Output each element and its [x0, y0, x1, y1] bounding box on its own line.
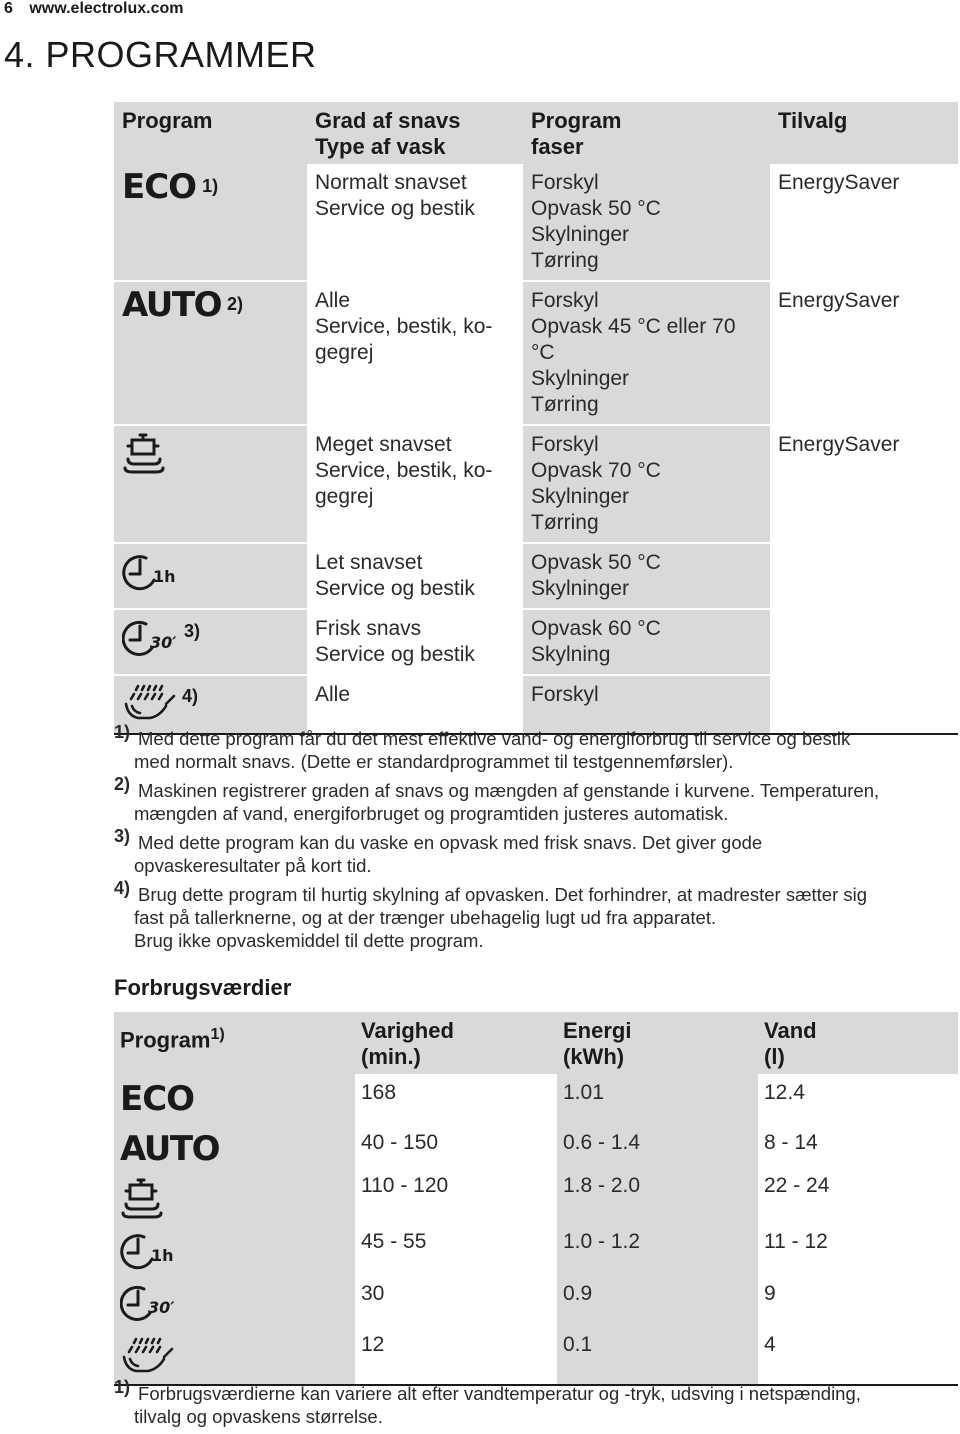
- program-cell: [114, 425, 307, 543]
- one-hour-icon: [122, 550, 178, 597]
- program-cell: [114, 1174, 355, 1226]
- soil-grade-cell: Let snavset Service og bestik: [307, 543, 523, 609]
- duration-cell: 12: [355, 1330, 557, 1385]
- soil-grade-cell: Normalt snavset Service og bestik: [307, 164, 523, 281]
- program-footnotes: [114, 722, 954, 958]
- table-row: [114, 675, 958, 734]
- footnote-ref: 3): [184, 621, 201, 642]
- duration-cell: 168: [361, 1081, 397, 1104]
- programs-header-row: [114, 102, 958, 164]
- program-cell: [114, 1330, 355, 1385]
- footnote-ref: 2): [226, 293, 243, 314]
- header-program: Program: [114, 102, 307, 164]
- phases-cell: Forskyl Opvask 45 °C eller 70 °C Skylninger Tørring: [523, 281, 770, 425]
- header-energy: Energi (kWh): [557, 1012, 758, 1074]
- program-cell: [114, 1226, 355, 1278]
- energy-cell: 0.1: [557, 1330, 758, 1385]
- table-row: [114, 1226, 958, 1278]
- program-cell: [114, 281, 307, 425]
- energy-cell: 0.6 - 1.4: [557, 1124, 758, 1174]
- water-cell: 11 - 12: [764, 1230, 828, 1253]
- page-header: [4, 0, 183, 18]
- options-cell: [770, 609, 958, 675]
- table-row: [114, 164, 958, 281]
- table-row: [114, 1278, 958, 1330]
- header-options: Tilvalg: [770, 102, 958, 164]
- thirty-minutes-icon: [122, 616, 178, 663]
- one-hour-icon: [120, 1229, 176, 1276]
- auto-icon: AUTO: [122, 285, 221, 325]
- water-cell: 8 - 14: [764, 1131, 818, 1154]
- consumption-header-row: [114, 1012, 958, 1074]
- intensive-pot-icon: [120, 1177, 164, 1224]
- soil-grade-cell: Frisk snavs Service og bestik: [307, 609, 523, 675]
- intensive-pot-icon: [122, 432, 166, 479]
- programs-table: [114, 102, 958, 735]
- rinse-icon: [122, 682, 176, 727]
- eco-icon: ECO: [122, 167, 197, 207]
- phases-cell: Forskyl Opvask 70 °C Skylninger Tørring: [523, 425, 770, 543]
- table-row: [114, 1330, 958, 1385]
- options-cell: [770, 675, 958, 734]
- svg-text:1h: 1h: [151, 1245, 174, 1265]
- soil-grade-cell: Alle: [307, 675, 523, 734]
- footnote: 2) Maskinen registrerer graden af snavs og mængden af genstande i kurvene. Temperaturen, mængden af vand, energiforbruget og programtiden justeres automatisk.: [114, 774, 880, 824]
- duration-cell: 30: [361, 1282, 385, 1305]
- energy-cell: 1.0 - 1.2: [557, 1226, 758, 1278]
- options-cell: EnergySaver: [770, 164, 958, 281]
- header-water: Vand (l): [758, 1012, 958, 1074]
- program-cell: [114, 1278, 355, 1330]
- duration-cell: 45 - 55: [361, 1230, 427, 1253]
- page-number: 6: [4, 0, 13, 17]
- table-row: [114, 609, 958, 675]
- table-row: [114, 1174, 958, 1226]
- water-cell: 4: [758, 1330, 958, 1385]
- page-url[interactable]: www.electrolux.com: [29, 0, 184, 17]
- energy-cell: 0.9: [557, 1278, 758, 1330]
- footnote: 1) Med dette program får du det mest effektive vand- og energiforbrug til service og bestik med normalt snavs. (Dette er standardprogrammet til testgennemførsler).: [114, 722, 851, 772]
- header-program: Program$^{1)}$: [114, 1012, 355, 1074]
- program-cell: [114, 609, 307, 675]
- footnote: 3) Med dette program kan du vaske en opvask med frisk snavs. Det giver gode opvaskeresultater på kort tid.: [114, 826, 763, 876]
- water-cell: 22 - 24: [764, 1174, 830, 1197]
- options-cell: [770, 543, 958, 609]
- svg-text:30′: 30′: [150, 633, 177, 652]
- table-row: [114, 281, 958, 425]
- consumption-title: Forbrugsværdier: [114, 975, 292, 1000]
- program-cell: [114, 164, 307, 281]
- phases-cell: Opvask 50 °C Skylninger: [523, 543, 770, 609]
- svg-text:1h: 1h: [153, 567, 176, 586]
- duration-cell: 110 - 120: [361, 1174, 449, 1197]
- options-cell: EnergySaver: [770, 425, 958, 543]
- table-row: [114, 543, 958, 609]
- table-row: [114, 425, 958, 543]
- header-duration: Varighed (min.): [355, 1012, 557, 1074]
- table-row: [114, 1124, 958, 1174]
- program-cell: [114, 1074, 355, 1124]
- footnote-ref: 1): [202, 175, 219, 196]
- options-cell: EnergySaver: [770, 281, 958, 425]
- duration-cell: 40 - 150: [361, 1131, 439, 1154]
- consumption-footnote: [114, 1377, 954, 1434]
- footnote: 1) Forbrugsværdierne kan variere alt efter vandtemperatur og -tryk, udsving i netspænding, tilvalg og opvaskens størrelse.: [114, 1377, 861, 1427]
- auto-icon: AUTO: [120, 1129, 219, 1169]
- soil-grade-cell: Meget snavset Service, bestik, ko- gegrej: [307, 425, 523, 543]
- program-cell: [114, 543, 307, 609]
- soil-grade-cell: Alle Service, bestik, ko- gegrej: [307, 281, 523, 425]
- eco-icon: ECO: [120, 1079, 195, 1119]
- energy-cell: 1.8 - 2.0: [557, 1174, 758, 1226]
- thirty-minutes-icon: [120, 1281, 176, 1328]
- phases-cell: Opvask 60 °C Skylning: [523, 609, 770, 675]
- table-row: [114, 1074, 958, 1124]
- header-program-phases: Program faser: [523, 102, 770, 164]
- water-cell: 9: [764, 1282, 776, 1305]
- program-cell: [114, 1124, 355, 1174]
- energy-cell: 1.01: [557, 1074, 758, 1124]
- water-cell: 12.4: [764, 1081, 805, 1104]
- phases-cell: Forskyl: [523, 675, 770, 734]
- footnote-ref: 4): [182, 686, 199, 707]
- phases-cell: Forskyl Opvask 50 °C Skylninger Tørring: [523, 164, 770, 281]
- footnote: 4) Brug dette program til hurtig skylning af opvasken. Det forhindrer, at madrester sætter sig fast på tallerknerne, og at der trænger ubehagelig lugt ud fra apparatet. Brug ikke opvaskemiddel til dette program.: [114, 878, 868, 951]
- program-cell: [114, 675, 307, 734]
- header-soil-grade: Grad af snavs Type af vask: [307, 102, 523, 164]
- consumption-table: [114, 1012, 958, 1386]
- section-title: 4. PROGRAMMER: [4, 34, 317, 75]
- rinse-icon: [120, 1335, 174, 1380]
- svg-text:30′: 30′: [148, 1297, 175, 1317]
